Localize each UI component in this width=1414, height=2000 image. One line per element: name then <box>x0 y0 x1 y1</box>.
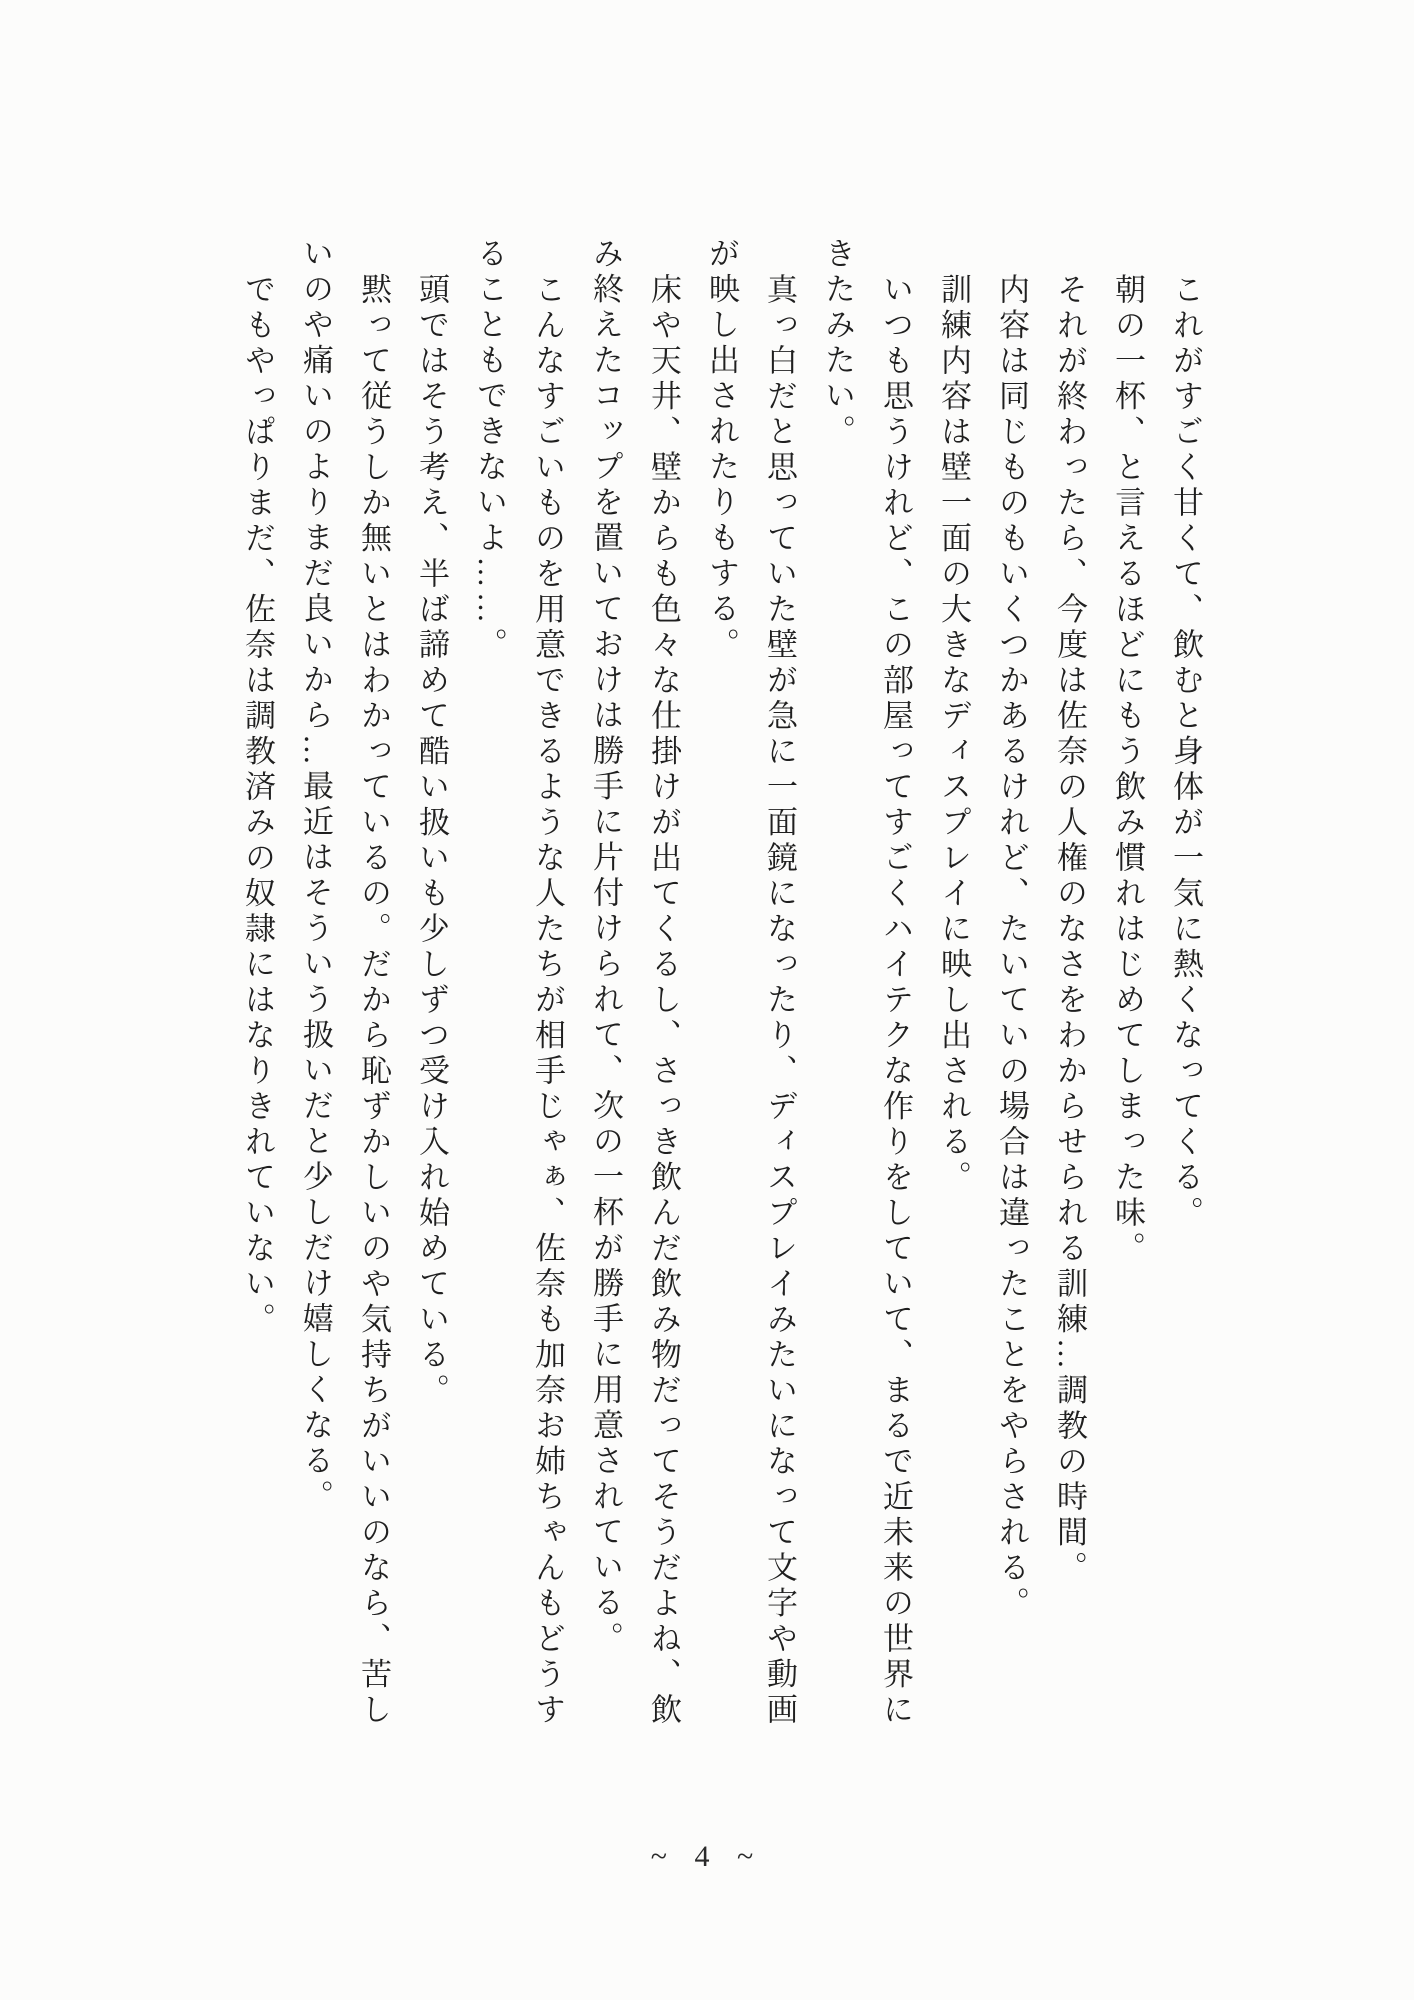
text-line: きたみたい。 <box>820 237 855 450</box>
text-line: 黙って従うしか無いとはわかっているの。だから恥ずかしいのや気持ちがいいのなら、苦し <box>356 273 391 1729</box>
text-line: これがすごく甘くて、飲むと身体が一気に熱くなってくる。 <box>1168 273 1203 1232</box>
text-line: いつも思うけれど、この部屋ってすごくハイテクな作りをしていて、まるで近未来の世界に <box>878 273 913 1729</box>
text-line: 訓練内容は壁一面の大きなディスプレイに映し出される。 <box>936 273 971 1196</box>
text-line: それが終わったら、今度は佐奈の人権のなさをわからせられる訓練…調教の時間。 <box>1052 273 1087 1587</box>
page-number: ~ 4 ~ <box>650 1840 764 1873</box>
text-line: 内容は同じものもいくつかあるけれど、たいていの場合は違ったことをやらされる。 <box>994 273 1029 1622</box>
text-line: 頭ではそう考え、半ば諦めて酷い扱いも少しずつ受け入れ始めている。 <box>414 273 449 1409</box>
text-line: 朝の一杯、と言えるほどにもう飲み慣れはじめてしまった味。 <box>1110 273 1145 1267</box>
text-line: が映し出されたりもする。 <box>704 237 739 663</box>
text-line: でもやっぱりまだ、佐奈は調教済みの奴隷にはなりきれていない。 <box>240 273 275 1338</box>
text-line: ることもできないよ……。 <box>472 237 507 663</box>
text-line: 床や天井、壁からも色々な仕掛けが出てくるし、さっき飲んだ飲み物だってそうだよね、飲 <box>646 273 681 1729</box>
text-line: いのや痛いのよりまだ良いから…最近はそういう扱いだと少しだけ嬉しくなる。 <box>298 237 333 1515</box>
text-line: 真っ白だと思っていた壁が急に一面鏡になったり、ディスプレイみたいになって文字や動画 <box>762 273 797 1729</box>
text-line: み終えたコップを置いておけは勝手に片付けられて、次の一杯が勝手に用意されている。 <box>588 237 623 1657</box>
text-line: こんなすごいものを用意できるような人たちが相手じゃぁ、佐奈も加奈お姉ちゃんもどうす <box>530 273 565 1729</box>
body-text <box>228 237 1214 1732</box>
